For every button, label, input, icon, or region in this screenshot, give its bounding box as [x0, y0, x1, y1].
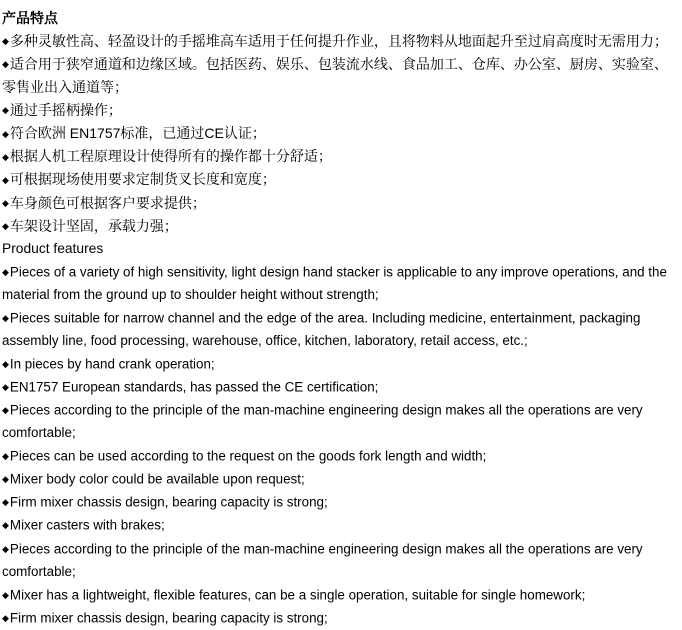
diamond-bullet-icon: ◆ — [2, 612, 9, 623]
diamond-bullet-icon: ◆ — [2, 497, 9, 508]
feature-text: 适合用于狭窄通道和边缘区域。包括医药、娱乐、包装流水线、食品加工、仓库、办公室、厨房、实验室、零售业出入通道等； — [2, 55, 668, 96]
feature-item-en — [2, 353, 678, 376]
feature-text: 符合欧洲 EN1757标准，已通过CE认证； — [9, 125, 266, 142]
feature-item-cn — [2, 215, 678, 238]
diamond-bullet-icon: ◆ — [2, 312, 9, 323]
feature-item-cn — [2, 122, 678, 145]
feature-text: 车身颜色可根据客户要求提供； — [9, 194, 206, 211]
feature-item-en — [2, 399, 678, 445]
feature-item-cn — [2, 30, 678, 53]
diamond-bullet-icon: ◆ — [2, 266, 9, 277]
subtitle-product-features: Product features — [2, 241, 104, 257]
feature-text: 可根据现场使用要求定制货叉长度和宽度； — [9, 171, 276, 188]
feature-item-en — [2, 491, 678, 514]
feature-item-en — [2, 584, 678, 607]
feature-item-en — [2, 445, 678, 468]
feature-item-cn — [2, 145, 678, 168]
feature-text: 根据人机工程原理设计使得所有的操作都十分舒适； — [9, 148, 332, 165]
feature-text: Pieces can be used according to the request on the goods fork length and width; — [9, 448, 487, 464]
feature-item-en — [2, 538, 678, 584]
feature-text: In pieces by hand crank operation; — [9, 356, 215, 372]
feature-text: Firm mixer chassis design, bearing capacity is strong; — [9, 494, 328, 510]
feature-text: Pieces according to the principle of the man-machine engineering design makes all the operations are very comfortable; — [2, 402, 643, 441]
diamond-bullet-icon: ◆ — [2, 151, 9, 162]
feature-text: Pieces according to the principle of the man-machine engineering design makes all the operations are very comfortable; — [2, 541, 643, 579]
feature-item-en — [2, 468, 678, 491]
diamond-bullet-icon: ◆ — [2, 404, 9, 415]
feature-text: Firm mixer chassis design, bearing capacity is strong; — [9, 610, 328, 626]
diamond-bullet-icon: ◆ — [2, 59, 9, 70]
feature-text: Mixer casters with brakes; — [9, 517, 165, 533]
diamond-bullet-icon: ◆ — [2, 543, 9, 554]
feature-text: EN1757 European standards, has passed the CE certification; — [9, 379, 379, 395]
diamond-bullet-icon: ◆ — [2, 474, 9, 485]
diamond-bullet-icon: ◆ — [2, 450, 9, 461]
diamond-bullet-icon: ◆ — [2, 198, 9, 209]
diamond-bullet-icon: ◆ — [2, 589, 9, 600]
feature-text: 多种灵敏性高、轻盈设计的手摇堆高车适用于任何提升作业，且将物料从地面起升至过肩高度时无需用力； — [9, 32, 668, 49]
feature-item-en — [2, 607, 678, 630]
page-title: 产品特点 — [2, 10, 58, 26]
diamond-bullet-icon: ◆ — [2, 105, 9, 116]
feature-text: 车架设计坚固，承载力强； — [9, 217, 178, 234]
feature-text: Mixer has a lightweight, flexible features, can be a single operation, suitable for single homework; — [9, 587, 586, 603]
diamond-bullet-icon: ◆ — [2, 520, 9, 531]
feature-item-cn — [2, 168, 678, 191]
feature-item-en — [2, 376, 678, 399]
diamond-bullet-icon: ◆ — [2, 381, 9, 392]
feature-text: Pieces suitable for narrow channel and the edge of the area. Including medicine, entertainment, packaging assembly line, food processing, warehouse, office, kitchen, laboratory, retail access, etc.; — [2, 310, 641, 348]
diamond-bullet-icon: ◆ — [2, 36, 9, 47]
feature-item-cn — [2, 99, 678, 122]
feature-item-en — [2, 307, 678, 353]
diamond-bullet-icon: ◆ — [2, 174, 9, 185]
feature-item-cn — [2, 53, 678, 99]
feature-text: Mixer body color could be available upon request; — [9, 471, 305, 487]
diamond-bullet-icon: ◆ — [2, 221, 9, 232]
feature-text: Pieces of a variety of high sensitivity, light design hand stacker is applicable to any improve operations, and the material from the ground up to shoulder height without strength; — [2, 264, 667, 302]
diamond-bullet-icon: ◆ — [2, 358, 9, 369]
feature-item-en — [2, 261, 678, 307]
feature-text: 通过手摇柄操作； — [9, 101, 122, 118]
feature-item-cn — [2, 192, 678, 215]
diamond-bullet-icon: ◆ — [2, 128, 9, 139]
feature-item-en — [2, 514, 678, 537]
